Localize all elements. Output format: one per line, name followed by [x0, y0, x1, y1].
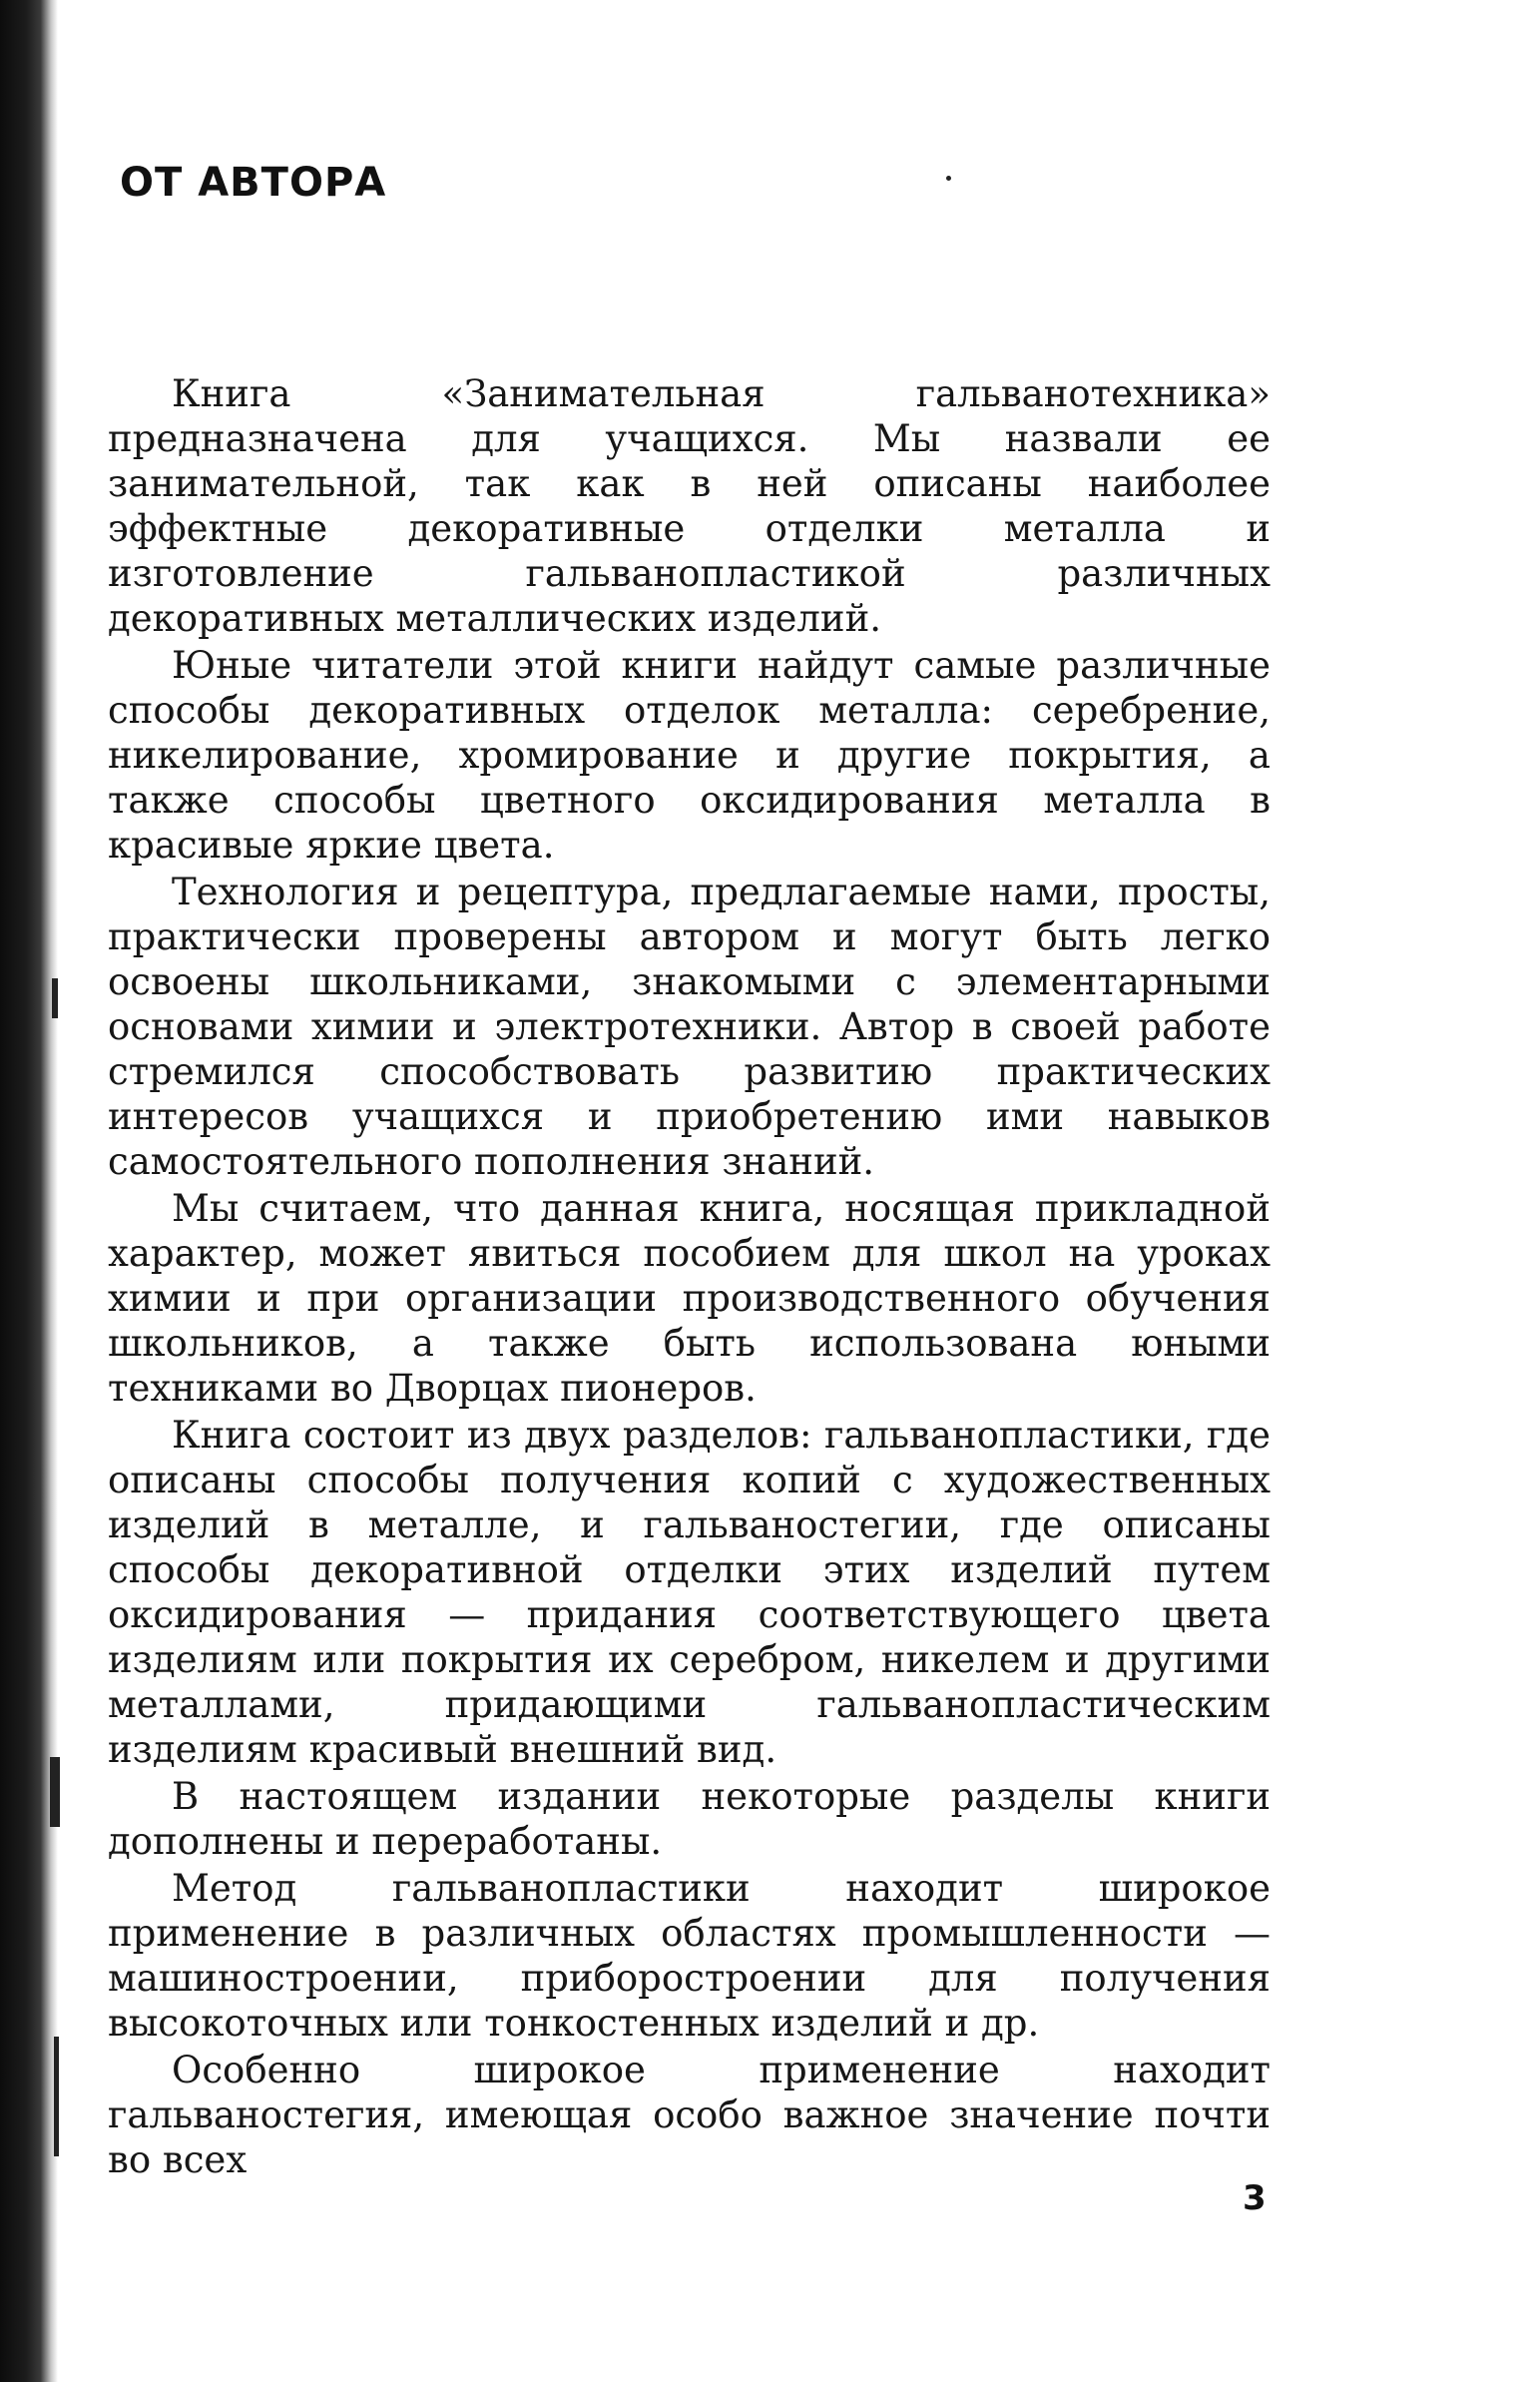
paragraph: Книга «Занимательная гальванотехника» предназначена для учащихся. Мы назвали ее занимательной, так как в ней описаны наиболее эффектные декоративные отделки металла и изготовление гальванопластикой различных декоративных металлических изделий.	[108, 372, 1271, 640]
binding-speck	[54, 2037, 59, 2156]
scanned-binding-edge	[0, 0, 58, 2382]
print-speck	[946, 176, 951, 181]
paragraph: Технология и рецептура, предлагаемые нами, просты, практически проверены автором и могут быть легко освоены школьниками, знакомыми с элементарными основами химии и электротехники. Автор в своей работе стремился способствовать развитию практических интересов учащихся и приобретению ими навыков самостоятельного пополнения знаний.	[108, 871, 1271, 1183]
paragraph: Особенно широкое применение находит гальваностегия, имеющая особо важное значение почти во всех	[108, 2049, 1271, 2181]
paragraph: Метод гальванопластики находит широкое применение в различных областях промышленности — машиностроении, приборостроении для получения высокоточных или тонкостенных изделий и др.	[108, 1867, 1271, 2045]
paragraph: Мы считаем, что данная книга, носящая прикладной характер, может явиться пособием для школ на уроках химии и при организации производственного обучения школьников, а также быть использована юными техниками во Дворцах пионеров.	[108, 1187, 1271, 1410]
binding-speck	[50, 1757, 60, 1827]
page-number: 3	[1243, 2178, 1267, 2218]
paragraph: Юные читатели этой книги найдут самые различные способы декоративных отделок металла: серебрение, никелирование, хромирование и другие покрытия, а также способы цветного оксидирования металла в красивые яркие цвета.	[108, 644, 1271, 867]
body-text	[108, 371, 1271, 2184]
paragraph: Книга состоит из двух разделов: гальванопластики, где описаны способы получения копий с художественных изделий в металле, и гальваностегии, где описаны способы декоративной отделки этих изделий путем оксидирования — придания соответствующего цвета изделиям или покрытия их серебром, никелем и другими металлами, придающими гальванопластическим изделиям красивый внешний вид.	[108, 1414, 1271, 1771]
page-heading: ОТ АВТОРА	[120, 160, 387, 206]
binding-speck	[52, 978, 58, 1018]
paragraph: В настоящем издании некоторые разделы книги дополнены и переработаны.	[108, 1775, 1271, 1863]
